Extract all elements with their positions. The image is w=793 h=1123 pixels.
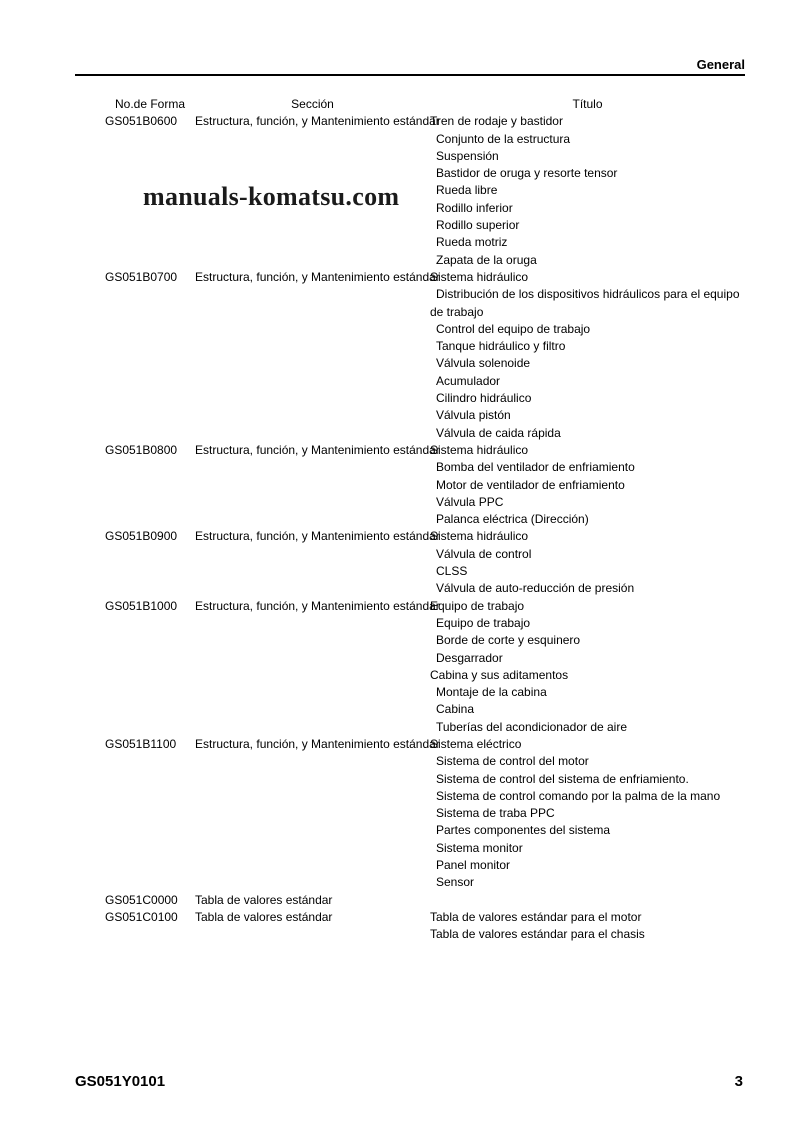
toc-record — [75, 269, 745, 442]
title-group: Sistema hidráulico — [430, 529, 529, 544]
section-name: Estructura, función, y Mantenimiento estándar — [195, 442, 440, 457]
title-item: Cabina — [436, 702, 475, 717]
column-header-form: No.de Forma — [114, 97, 186, 111]
form-number: GS051B0800 — [105, 442, 178, 457]
title-item: Equipo de trabajo — [436, 615, 531, 630]
title-item: Rodillo inferior — [436, 200, 513, 215]
title-group: Equipo de trabajo — [430, 598, 525, 613]
title-item: Sensor — [436, 875, 475, 890]
header-rule — [75, 74, 745, 76]
title-item: Cilindro hidráulico — [436, 391, 532, 406]
toc-table — [75, 96, 745, 944]
form-number: GS051B1000 — [105, 598, 178, 613]
title-list — [430, 528, 745, 597]
title-item: Panel monitor — [436, 858, 511, 873]
column-header-row — [75, 96, 745, 113]
section-name: Estructura, función, y Mantenimiento estándar — [195, 598, 440, 613]
title-item: Borde de corte y esquinero — [436, 633, 581, 648]
title-item: Palanca eléctrica (Dirección) — [436, 512, 589, 527]
section-name: Estructura, función, y Mantenimiento estándar — [195, 114, 440, 129]
footer-page-number: 3 — [734, 1073, 743, 1090]
title-list — [430, 598, 745, 736]
title-group: Tabla de valores estándar para el chasis — [430, 927, 645, 942]
title-item: Tanque hidráulico y filtro — [436, 339, 566, 354]
form-number: GS051B0900 — [105, 529, 178, 544]
title-group: Tren de rodaje y bastidor — [430, 114, 563, 129]
title-item: Motor de ventilador de enfriamiento — [436, 477, 625, 492]
title-item: Bomba del ventilador de enfriamiento — [436, 460, 635, 475]
title-list — [430, 909, 745, 944]
title-item: Sistema de control comando por la palma de la mano — [436, 788, 721, 803]
title-list — [430, 269, 745, 442]
watermark-text: manuals-komatsu.com — [143, 182, 400, 211]
title-group: Sistema hidráulico — [430, 269, 529, 284]
toc-record — [75, 442, 745, 528]
title-item: Suspensión — [436, 148, 499, 163]
form-number: GS051B0600 — [105, 114, 178, 129]
title-item: Válvula pistón — [436, 408, 511, 423]
form-number: GS051B0700 — [105, 269, 178, 284]
title-item: Válvula de caida rápida — [436, 425, 561, 440]
toc-record — [75, 736, 745, 892]
title-item: Desgarrador — [436, 650, 503, 665]
toc-record — [75, 892, 745, 909]
toc-record — [75, 528, 745, 597]
column-header-title: Título — [572, 97, 603, 111]
title-list — [430, 736, 745, 892]
footer-document-number: GS051Y0101 — [75, 1073, 166, 1090]
title-item: Válvula solenoide — [436, 356, 531, 371]
page-header — [697, 57, 745, 72]
title-group: Sistema hidráulico — [430, 442, 529, 457]
title-item: Sistema monitor — [436, 840, 523, 855]
title-item: Sistema de control del sistema de enfriamiento. — [436, 771, 689, 786]
title-item: Sistema de control del motor — [436, 754, 589, 769]
section-name: Tabla de valores estándar — [195, 909, 333, 924]
title-item: Rueda libre — [436, 183, 498, 198]
title-item: Válvula PPC — [436, 494, 504, 509]
title-item: CLSS — [436, 564, 468, 579]
form-number: GS051B1100 — [105, 736, 177, 751]
section-name: Estructura, función, y Mantenimiento estándar — [195, 736, 440, 751]
title-item: Partes componentes del sistema — [436, 823, 611, 838]
title-item: Rueda motriz — [436, 235, 508, 250]
title-item: Válvula de control — [436, 546, 532, 561]
title-group: Sistema eléctrico — [430, 736, 522, 751]
title-group: Cabina y sus aditamentos — [430, 667, 569, 682]
section-name: Estructura, función, y Mantenimiento estándar — [195, 529, 440, 544]
title-item: Válvula de auto-reducción de presión — [436, 581, 635, 596]
toc-record — [75, 909, 745, 944]
title-item: Tuberías del acondicionador de aire — [436, 719, 628, 734]
form-number: GS051C0000 — [105, 892, 178, 907]
title-item: Montaje de la cabina — [436, 685, 547, 700]
header-section-label: General — [696, 57, 745, 72]
title-group: Tabla de valores estándar para el motor — [430, 909, 642, 924]
title-item: Distribución de los dispositivos hidráulicos para el equipo de trabajo — [430, 287, 740, 319]
toc-record — [75, 598, 745, 736]
title-item: Bastidor de oruga y resorte tensor — [436, 166, 618, 181]
form-number: GS051C0100 — [105, 909, 178, 924]
title-item: Sistema de traba PPC — [436, 806, 555, 821]
section-name: Estructura, función, y Mantenimiento estándar — [195, 269, 440, 284]
title-item: Control del equipo de trabajo — [436, 321, 591, 336]
title-item: Rodillo superior — [436, 218, 520, 233]
section-name: Tabla de valores estándar — [195, 892, 333, 907]
toc-records — [75, 113, 745, 943]
column-header-section: Sección — [291, 97, 334, 111]
title-list — [430, 442, 745, 528]
title-item: Zapata de la oruga — [436, 252, 537, 267]
title-item: Acumulador — [436, 373, 501, 388]
title-item: Conjunto de la estructura — [436, 131, 571, 146]
title-list — [430, 113, 745, 269]
